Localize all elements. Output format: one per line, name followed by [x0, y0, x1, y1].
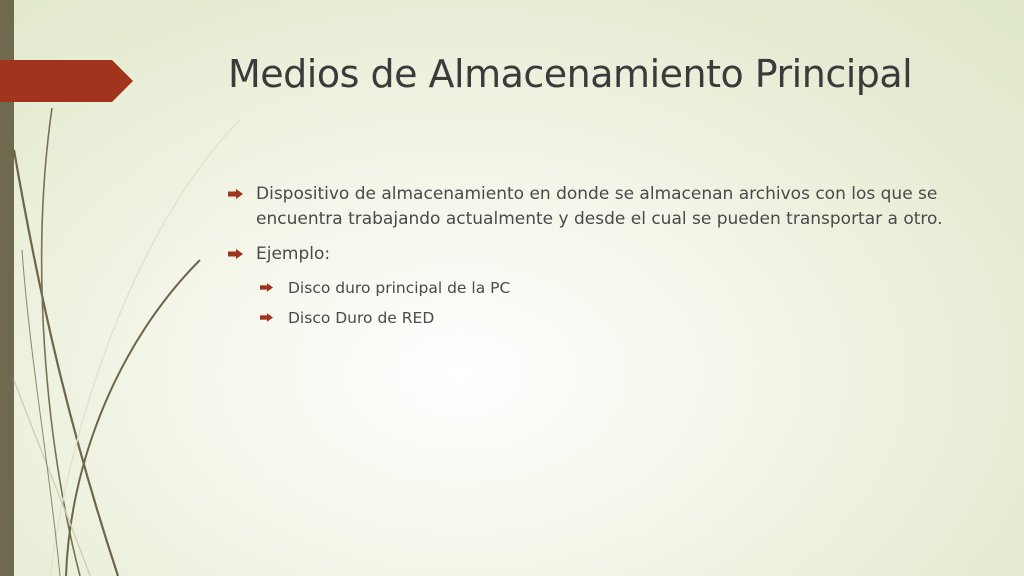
bullet-text: Ejemplo: [256, 244, 331, 264]
sub-bullet-item [258, 307, 956, 329]
sub-bullet-text: Disco Duro de RED [288, 309, 435, 327]
arrow-bullet-icon [260, 313, 273, 322]
bullet-item [226, 182, 956, 232]
title-accent-arrow [0, 60, 133, 102]
slide-title: Medios de Almacenamiento Principal [228, 52, 913, 96]
arrow-bullet-icon [228, 189, 243, 199]
bullet-item [226, 242, 956, 267]
arrow-bullet-icon [228, 249, 243, 259]
sub-bullet-item [258, 277, 956, 299]
slide-content [226, 182, 956, 337]
bullet-text: Dispositivo de almacenamiento en donde se almacenan archivos con los que se encuentra trabajando actualmente y desde el cual se pueden transportar a otro. [256, 184, 943, 229]
arrow-bullet-icon [260, 283, 273, 292]
sub-bullet-text: Disco duro principal de la PC [288, 279, 511, 297]
